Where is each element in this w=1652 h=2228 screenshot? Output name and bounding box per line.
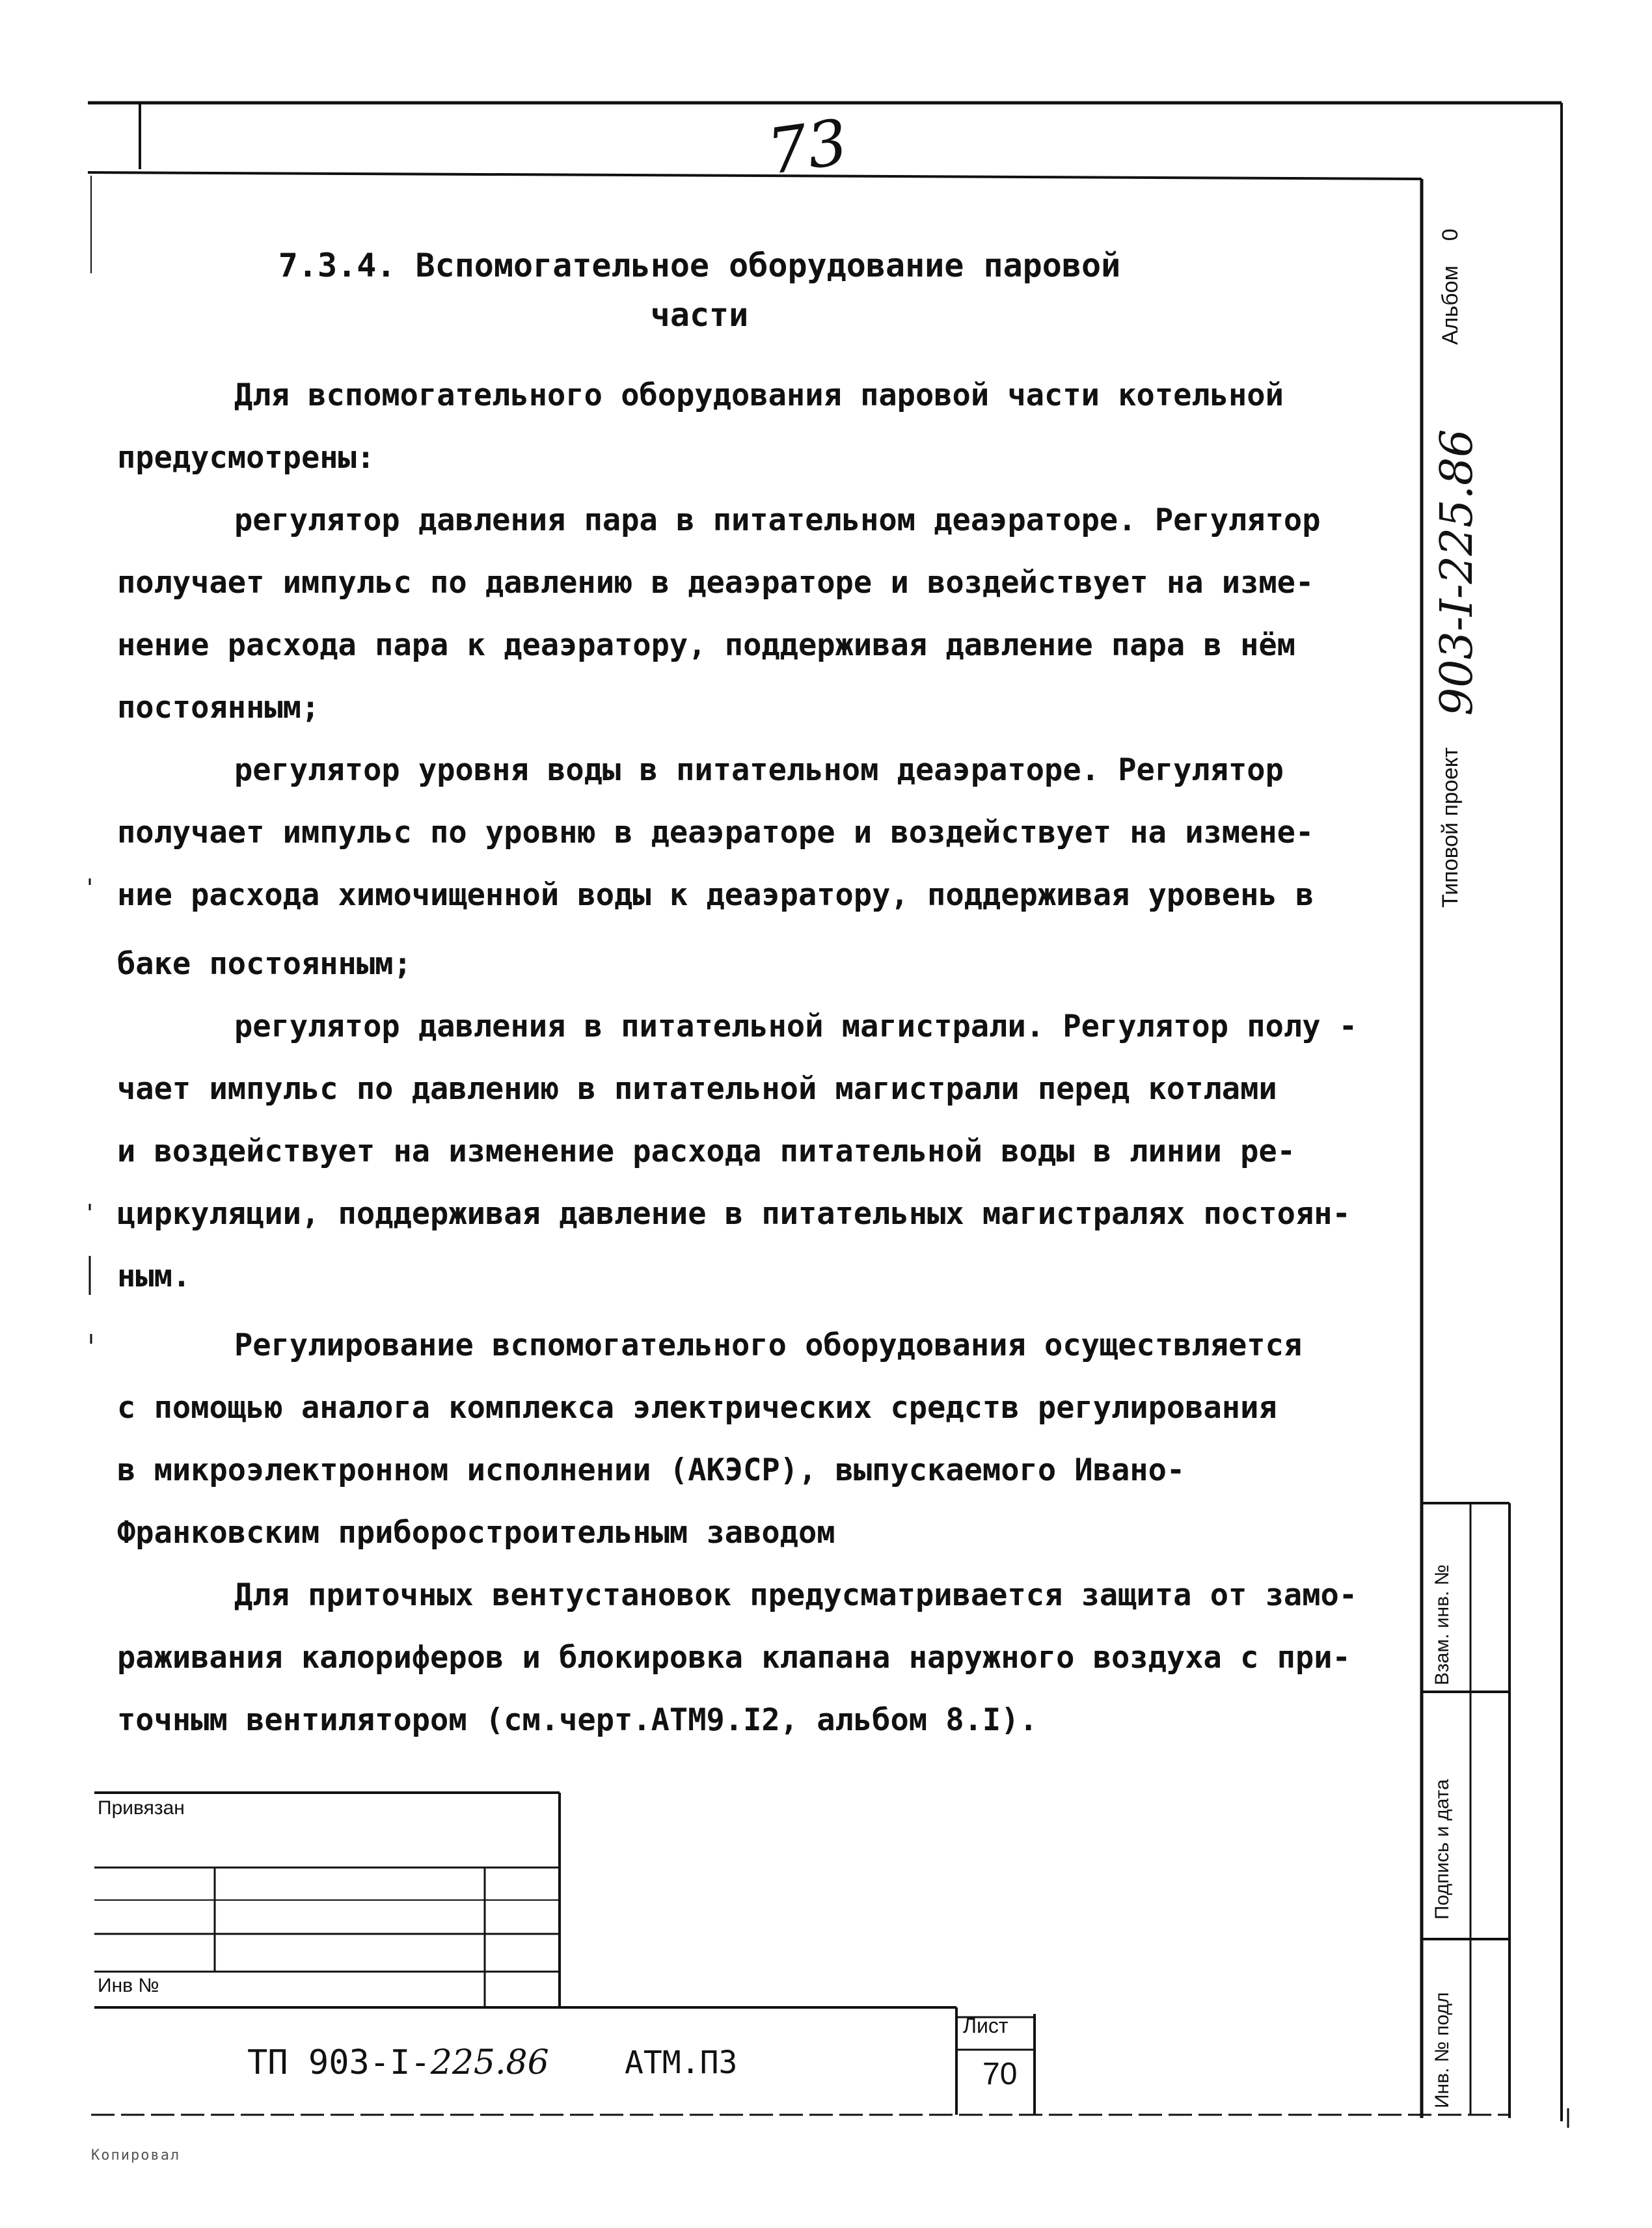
text-line: получает импульс по уровню в деаэраторе и воздействует на измене- [117,815,1314,850]
text-line: баке постоянным; [117,946,412,982]
text-line: регулятор давления пара в питательном деаэраторе. Регулятор [234,502,1321,538]
document-number-prefix: ТП 903-I- [247,2043,431,2082]
heading-line-2: части [650,296,749,334]
text-line: ние расхода химочищенной воды к деаэратору, поддерживая уровень в [117,877,1314,913]
text-line: постоянным; [117,690,320,726]
page-number: 73 [763,105,852,189]
document-code: АТМ.ПЗ [625,2045,738,2081]
text-line: циркуляции, поддерживая давление в питательных магистралях постоян- [117,1196,1351,1232]
document-number [247,2043,549,2082]
document-number-hand: 225.86 [430,2043,549,2082]
text-line: Регулирование вспомогательного оборудования осуществляется [234,1327,1303,1363]
text-line: регулятор уровня воды в питательном деаэраторе. Регулятор [234,752,1284,788]
text-line: регулятор давления в питательной магистрали. Регулятор полу - [234,1009,1358,1044]
inv-label: Инв № [98,1975,159,1996]
body-text [117,364,1366,1752]
section-heading [130,241,1269,340]
project-code: 903-I-225.86 [1431,429,1483,716]
sheet-number: 70 [982,2057,1018,2091]
album-stamp [1438,228,1463,345]
text-line: Для приточных вентустановок предусматривается защита от замо- [234,1577,1358,1613]
inv-orig-label: Инв. № подл [1431,1992,1453,2108]
text-line: и воздействует на изменение расхода питательной воды в линии ре- [117,1134,1295,1169]
text-line: в микроэлектронном исполнении (АКЭСР), выпускаемого Ивано- [117,1452,1185,1488]
album-number: 0 [1438,228,1463,241]
text-line: раживания калориферов и блокировка клапана наружного воздуха с при- [117,1640,1351,1676]
text-line: Франковским приборостроительным заводом [117,1515,835,1551]
text-line: чает импульс по давлению в питательной магистрали перед котлами [117,1071,1277,1107]
text-line: с помощью аналога комплекса электрических средств регулирования [117,1390,1277,1426]
project-label: Типовой проект [1438,747,1463,908]
text-line: Для вспомогательного оборудования паровой части котельной [234,377,1284,413]
text-line: получает импульс по давлению в деаэраторе и воздействует на изме- [117,565,1314,601]
heading-line-1: 7.3.4. Вспомогательное оборудование паровой [278,247,1121,284]
album-label: Альбом [1438,265,1463,345]
text-line: предусмотрены: [117,440,375,476]
replace-inv-label: Взам. инв. № [1431,1564,1453,1685]
sheet-label: Лист [963,2014,1009,2037]
text-line: точным вентилятором (см.черт.АТМ9.I2, альбом 8.I). [117,1702,1038,1738]
copied-by-label: Копировал [91,2147,181,2164]
text-line: ным. [117,1258,191,1294]
bound-label: Привязан [98,1797,185,1819]
signature-date-label: Подпись и дата [1431,1779,1453,1920]
text-line: нение расхода пара к деаэратору, поддерживая давление пара в нём [117,627,1295,663]
